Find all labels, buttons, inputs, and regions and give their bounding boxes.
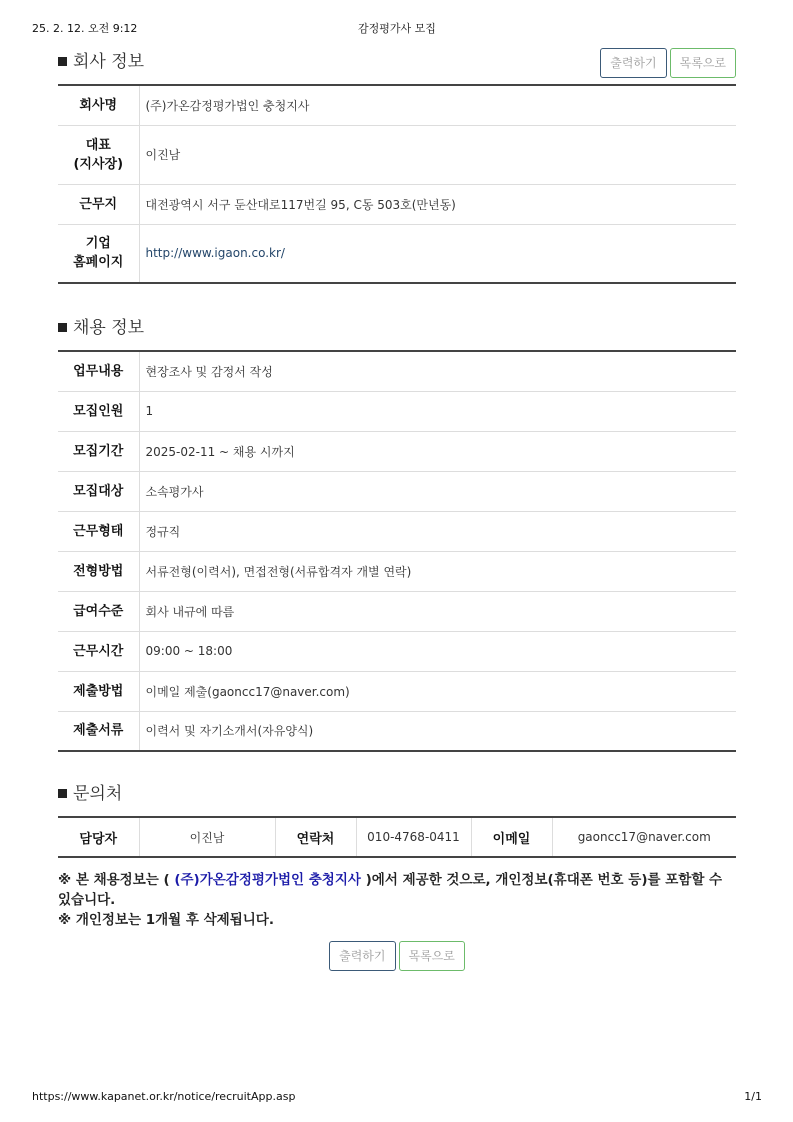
representative-value: 이진남 — [139, 125, 736, 184]
homepage-value — [139, 224, 736, 283]
row-value: 정규직 — [139, 511, 736, 551]
notice-company-name: (주)가온감정평가법인 충청지사 — [174, 872, 361, 888]
manager-value: 이진남 — [139, 817, 275, 857]
company-name-label: 회사명 — [58, 85, 139, 125]
email-label: 이메일 — [471, 817, 552, 857]
email-value: gaoncc17@naver.com — [577, 830, 711, 844]
table-row — [58, 184, 736, 224]
table-row — [58, 671, 736, 711]
manager-label: 담당자 — [58, 817, 139, 857]
row-value: 서류전형(이력서), 면접전형(서류합격자 개별 연락) — [139, 551, 736, 591]
row-value: 회사 내규에 따름 — [139, 591, 736, 631]
row-value: 2025-02-11 ~ 채용 시까지 — [139, 431, 736, 471]
row-label: 근무시간 — [58, 631, 139, 671]
workplace-label: 근무지 — [58, 184, 139, 224]
bottom-button-group — [58, 941, 736, 971]
table-row — [58, 551, 736, 591]
print-url: https://www.kapanet.or.kr/notice/recruitApp.asp — [32, 1090, 296, 1103]
page-content — [58, 44, 736, 971]
table-row — [58, 511, 736, 551]
row-value: 이메일 제출(gaoncc17@naver.com) — [139, 671, 736, 711]
row-label: 제출서류 — [58, 711, 139, 751]
list-button[interactable]: 목록으로 — [670, 48, 736, 78]
phone-value: 010-4768-0411 — [356, 817, 471, 857]
row-value: 소속평가사 — [139, 471, 736, 511]
company-info-table — [58, 84, 736, 284]
table-row — [58, 85, 736, 125]
print-title: 감정평가사 모집 — [358, 22, 436, 35]
recruit-section-title: 채용 정보 — [58, 313, 144, 338]
contact-section-header — [58, 776, 736, 816]
square-bullet-icon — [58, 57, 67, 66]
top-button-group — [600, 48, 736, 78]
table-row — [58, 125, 736, 184]
row-label: 제출방법 — [58, 671, 139, 711]
page-number: 1/1 — [744, 1090, 762, 1103]
row-label: 근무형태 — [58, 511, 139, 551]
row-label: 전형방법 — [58, 551, 139, 591]
row-label: 급여수준 — [58, 591, 139, 631]
representative-label: 대표 (지사장) — [58, 125, 139, 184]
company-name-value: (주)가온감정평가법인 충청지사 — [139, 85, 736, 125]
row-value: 1 — [139, 391, 736, 431]
table-row — [58, 711, 736, 751]
row-label: 모집기간 — [58, 431, 139, 471]
table-row — [58, 817, 736, 857]
table-row — [58, 224, 736, 283]
table-row — [58, 431, 736, 471]
privacy-notice — [58, 870, 736, 930]
table-row — [58, 391, 736, 431]
table-row — [58, 351, 736, 391]
row-value: 이력서 및 자기소개서(자유양식) — [145, 724, 314, 739]
table-row — [58, 471, 736, 511]
print-button-bottom[interactable]: 출력하기 — [329, 941, 395, 971]
print-header — [32, 20, 762, 36]
row-value: 09:00 ~ 18:00 — [139, 631, 736, 671]
notice-line-1: ※ 본 채용정보는 ( (주)가온감정평가법인 충청지사 )에서 제공한 것으로, 개인정보(휴대폰 번호 등)를 포함할 수 있습니다. — [58, 872, 723, 908]
square-bullet-icon — [58, 323, 67, 332]
homepage-label: 기업 홈페이지 — [58, 224, 139, 283]
row-label: 모집대상 — [58, 471, 139, 511]
print-footer — [32, 1090, 762, 1106]
recruit-section-header — [58, 310, 736, 350]
company-section-title: 회사 정보 — [58, 47, 144, 72]
square-bullet-icon — [58, 789, 67, 798]
contact-section-title: 문의처 — [58, 779, 122, 804]
print-button[interactable]: 출력하기 — [600, 48, 666, 78]
table-row — [58, 631, 736, 671]
company-section-header — [58, 44, 736, 84]
contact-table — [58, 816, 736, 858]
recruit-info-table — [58, 350, 736, 752]
homepage-link[interactable]: http://www.igaon.co.kr/ — [145, 246, 285, 261]
print-date: 25. 2. 12. 오전 9:12 — [32, 22, 138, 35]
notice-line-2: ※ 개인정보는 1개월 후 삭제됩니다. — [58, 912, 274, 928]
row-label: 모집인원 — [58, 391, 139, 431]
row-label: 업무내용 — [58, 351, 139, 391]
row-value: 현장조사 및 감정서 작성 — [139, 351, 736, 391]
list-button-bottom[interactable]: 목록으로 — [399, 941, 465, 971]
workplace-value: 대전광역시 서구 둔산대로117번길 95, C동 503호(만년동) — [139, 184, 736, 224]
phone-label: 연락처 — [275, 817, 356, 857]
table-row — [58, 591, 736, 631]
